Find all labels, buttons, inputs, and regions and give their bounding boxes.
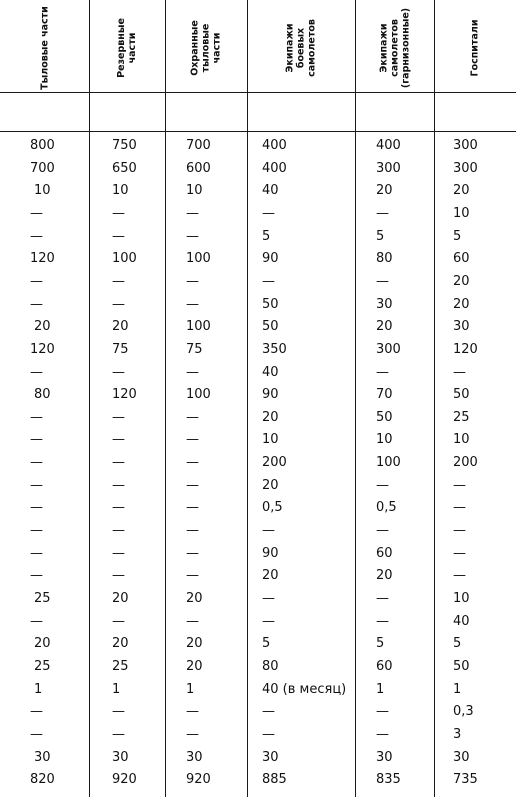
table-cell: — (186, 500, 199, 516)
table-cell: 20 (376, 319, 393, 335)
table-cell: 30 (186, 749, 203, 765)
column-header-line: части (211, 32, 223, 64)
table-cell: 40 (453, 613, 470, 629)
column-divider (89, 0, 90, 797)
table-cell: — (112, 455, 125, 471)
table-cell: 0,5 (376, 500, 397, 516)
table-cell: 700 (30, 160, 55, 176)
table-cell: 10 (453, 205, 470, 221)
column-header-line: Госпитали (469, 19, 481, 77)
column-header-label (470, 20, 481, 77)
table-cell: 75 (186, 341, 203, 357)
table-cell: — (453, 500, 466, 516)
table-cell: — (186, 205, 199, 221)
column-header (0, 0, 89, 92)
table-cell: 40 (262, 364, 279, 380)
column-header-line: самолетов (389, 19, 400, 77)
table-cell: 30 (112, 749, 129, 765)
table-cell: 20 (453, 273, 470, 289)
table-cell: 1 (34, 681, 43, 697)
table-cell: 100 (186, 251, 211, 267)
table-cell: — (186, 545, 199, 561)
column-header-label (190, 20, 223, 76)
table-cell: — (186, 568, 199, 584)
table-cell: 40 (262, 183, 279, 199)
table-cell: 30 (376, 296, 393, 312)
band-rule (0, 131, 516, 132)
column-header (434, 0, 516, 92)
table-cell: 10 (34, 183, 51, 199)
table-cell: 5 (453, 636, 462, 652)
column-header-line: Охранные (189, 20, 201, 76)
table-cell: — (30, 455, 43, 471)
column-header-line: Экипажи (378, 23, 389, 73)
table-cell: — (112, 568, 125, 584)
table-cell: 120 (30, 251, 55, 267)
table-cell: — (453, 545, 466, 561)
table-cell: 20 (376, 183, 393, 199)
table-cell: 1 (112, 681, 121, 697)
table-cell: 25 (453, 409, 470, 425)
table-cell: — (112, 613, 125, 629)
table-cell: 400 (262, 138, 287, 153)
table-cell: 20 (453, 183, 470, 199)
table-cell: 50 (453, 658, 470, 674)
table-cell: 5 (453, 228, 462, 244)
table-cell: 5 (376, 228, 385, 244)
table-cell: — (262, 704, 275, 720)
table-cell: 1 (376, 681, 385, 697)
column-header-line: Тыловые части (39, 6, 50, 90)
table-cell: 75 (112, 341, 129, 357)
table-cell: 30 (34, 749, 51, 765)
table-cell: — (30, 205, 43, 221)
column-divider (165, 0, 166, 797)
table-cell: — (186, 704, 199, 720)
table-cell: — (186, 455, 199, 471)
table-cell: — (186, 613, 199, 629)
table-cell: 885 (262, 772, 287, 788)
table-cell: — (453, 477, 466, 493)
table-cell: 60 (453, 251, 470, 267)
table-cell: 90 (262, 387, 279, 403)
table-cell: 20 (112, 636, 129, 652)
table-cell: — (376, 273, 389, 289)
table-cell: — (30, 273, 43, 289)
table-cell: 120 (112, 387, 137, 403)
table-cell: 750 (112, 138, 137, 153)
table-cell: 20 (453, 296, 470, 312)
table-cell: 20 (262, 568, 279, 584)
table-cell: 300 (376, 160, 401, 176)
table-cell: — (30, 432, 43, 448)
table-cell: 1 (186, 681, 195, 697)
table-cell: — (30, 500, 43, 516)
table-cell: — (453, 364, 466, 380)
table-cell: 50 (262, 319, 279, 335)
table-cell: — (186, 296, 199, 312)
table-cell: 700 (186, 138, 211, 153)
table-cell: 20 (262, 477, 279, 493)
table-cell: — (453, 568, 466, 584)
table-cell: — (30, 545, 43, 561)
column-divider (247, 0, 248, 797)
table-cell: 20 (186, 591, 203, 606)
table-cell: 600 (186, 160, 211, 176)
table-cell: — (30, 477, 43, 493)
table-cell: — (186, 432, 199, 448)
table-cell: 735 (453, 772, 478, 788)
table-cell: — (376, 726, 389, 742)
table-cell: — (376, 704, 389, 720)
table-cell: 80 (376, 251, 393, 267)
table-cell: — (112, 726, 125, 742)
column-header-line: (гарнизонные) (400, 7, 411, 89)
table-cell: 3 (453, 726, 462, 742)
table-cell: — (112, 409, 125, 425)
table-cell: — (262, 523, 275, 539)
table-cell: 60 (376, 658, 393, 674)
table-cell: 200 (262, 455, 287, 471)
table-cell: 0,5 (262, 500, 283, 516)
table-cell: — (112, 704, 125, 720)
table-cell: — (186, 273, 199, 289)
table-cell: 300 (453, 160, 478, 176)
table-cell: 50 (262, 296, 279, 312)
table-cell: — (186, 523, 199, 539)
table-cell: — (262, 273, 275, 289)
table-cell: — (262, 591, 275, 606)
column-header-line: Экипажи (284, 23, 296, 73)
table-cell: 10 (376, 432, 393, 448)
column-divider (355, 0, 356, 797)
table-cell: — (186, 364, 199, 380)
table-cell: 10 (262, 432, 279, 448)
table-cell: 120 (30, 341, 55, 357)
table-cell: 120 (453, 341, 478, 357)
table-cell: 350 (262, 341, 287, 357)
table-cell: 10 (453, 432, 470, 448)
table-cell: 100 (112, 251, 137, 267)
table-cell: 25 (112, 658, 129, 674)
table-cell: 300 (376, 341, 401, 357)
table-cell: — (453, 523, 466, 539)
table-cell: — (376, 364, 389, 380)
table-cell: 920 (186, 772, 211, 788)
column-header (355, 0, 434, 92)
table-cell: 100 (186, 387, 211, 403)
table-cell: — (30, 726, 43, 742)
column-header-line: Резервные (116, 18, 127, 78)
table-cell: 80 (262, 658, 279, 674)
table-cell: 300 (453, 138, 478, 153)
table-cell: — (112, 205, 125, 221)
table-cell: — (112, 500, 125, 516)
table-cell: — (186, 726, 199, 742)
table-cell: — (262, 613, 275, 629)
table-cell: 25 (34, 658, 51, 674)
table-cell: 650 (112, 160, 137, 176)
table-cell: 60 (376, 545, 393, 561)
table-cell: 5 (262, 636, 271, 652)
table-cell: — (376, 523, 389, 539)
table-cell: 40 (в месяц) (262, 681, 347, 697)
table-cell: — (112, 273, 125, 289)
table-cell: — (112, 296, 125, 312)
table-cell: — (376, 613, 389, 629)
table-cell: 80 (34, 387, 51, 403)
column-header-label (285, 19, 318, 77)
table-cell: — (112, 477, 125, 493)
table-cell: 5 (262, 228, 271, 244)
table-cell: — (30, 228, 43, 244)
column-header-line: части (127, 32, 138, 64)
table-cell: 20 (112, 591, 129, 606)
table-cell: 30 (453, 749, 470, 765)
table-cell: 20 (186, 636, 203, 652)
table-cell: — (186, 477, 199, 493)
table-cell: 20 (112, 319, 129, 335)
table-cell: 5 (376, 636, 385, 652)
table-cell: — (376, 591, 389, 606)
table-cell: — (186, 228, 199, 244)
column-header-line: тыловые (200, 23, 212, 73)
table-cell: — (30, 523, 43, 539)
column-header (89, 0, 165, 92)
table-cell: 50 (453, 387, 470, 403)
column-header-line: самолетов (306, 19, 318, 77)
table-cell: 30 (376, 749, 393, 765)
table-cell: 20 (262, 409, 279, 425)
table-cell: — (186, 409, 199, 425)
table-cell: — (30, 704, 43, 720)
table-cell: 100 (186, 319, 211, 335)
column-header (165, 0, 247, 92)
table-cell: 10 (453, 591, 470, 606)
table-cell: — (376, 205, 389, 221)
table-cell: — (112, 228, 125, 244)
table-cell: 400 (376, 138, 401, 153)
column-divider (434, 0, 435, 797)
table-cell: 820 (30, 772, 55, 788)
table-cell: — (30, 613, 43, 629)
table-cell: — (30, 364, 43, 380)
table-cell: — (30, 296, 43, 312)
table-cell: — (376, 477, 389, 493)
table-cell: 90 (262, 545, 279, 561)
column-header-label (116, 18, 138, 78)
table-cell: — (30, 409, 43, 425)
column-header-label (378, 8, 411, 88)
table-cell: — (112, 545, 125, 561)
table-cell: 835 (376, 772, 401, 788)
table-cell: 20 (186, 658, 203, 674)
table-cell: 20 (34, 636, 51, 652)
table-cell: — (112, 364, 125, 380)
header-rule (0, 92, 516, 93)
column-header-label (39, 6, 50, 90)
table-cell: 800 (30, 138, 55, 153)
table-cell: — (112, 523, 125, 539)
table-cell: 10 (112, 183, 129, 199)
table-cell: 30 (262, 749, 279, 765)
table-cell: 100 (376, 455, 401, 471)
column-header-line: боевых (295, 27, 307, 69)
table-cell: 20 (34, 319, 51, 335)
table-cell: 70 (376, 387, 393, 403)
table-cell: 50 (376, 409, 393, 425)
table-cell: 20 (376, 568, 393, 584)
table-cell: — (112, 432, 125, 448)
table-cell: 400 (262, 160, 287, 176)
table-cell: 0,3 (453, 704, 474, 720)
table-cell: 200 (453, 455, 478, 471)
table-cell: — (262, 726, 275, 742)
column-header (247, 0, 355, 92)
table-cell: 1 (453, 681, 462, 697)
table-cell: — (30, 568, 43, 584)
table-cell: 30 (453, 319, 470, 335)
table-cell: — (262, 205, 275, 221)
table-cell: 25 (34, 591, 51, 606)
table-cell: 920 (112, 772, 137, 788)
table-cell: 10 (186, 183, 203, 199)
table-cell: 90 (262, 251, 279, 267)
